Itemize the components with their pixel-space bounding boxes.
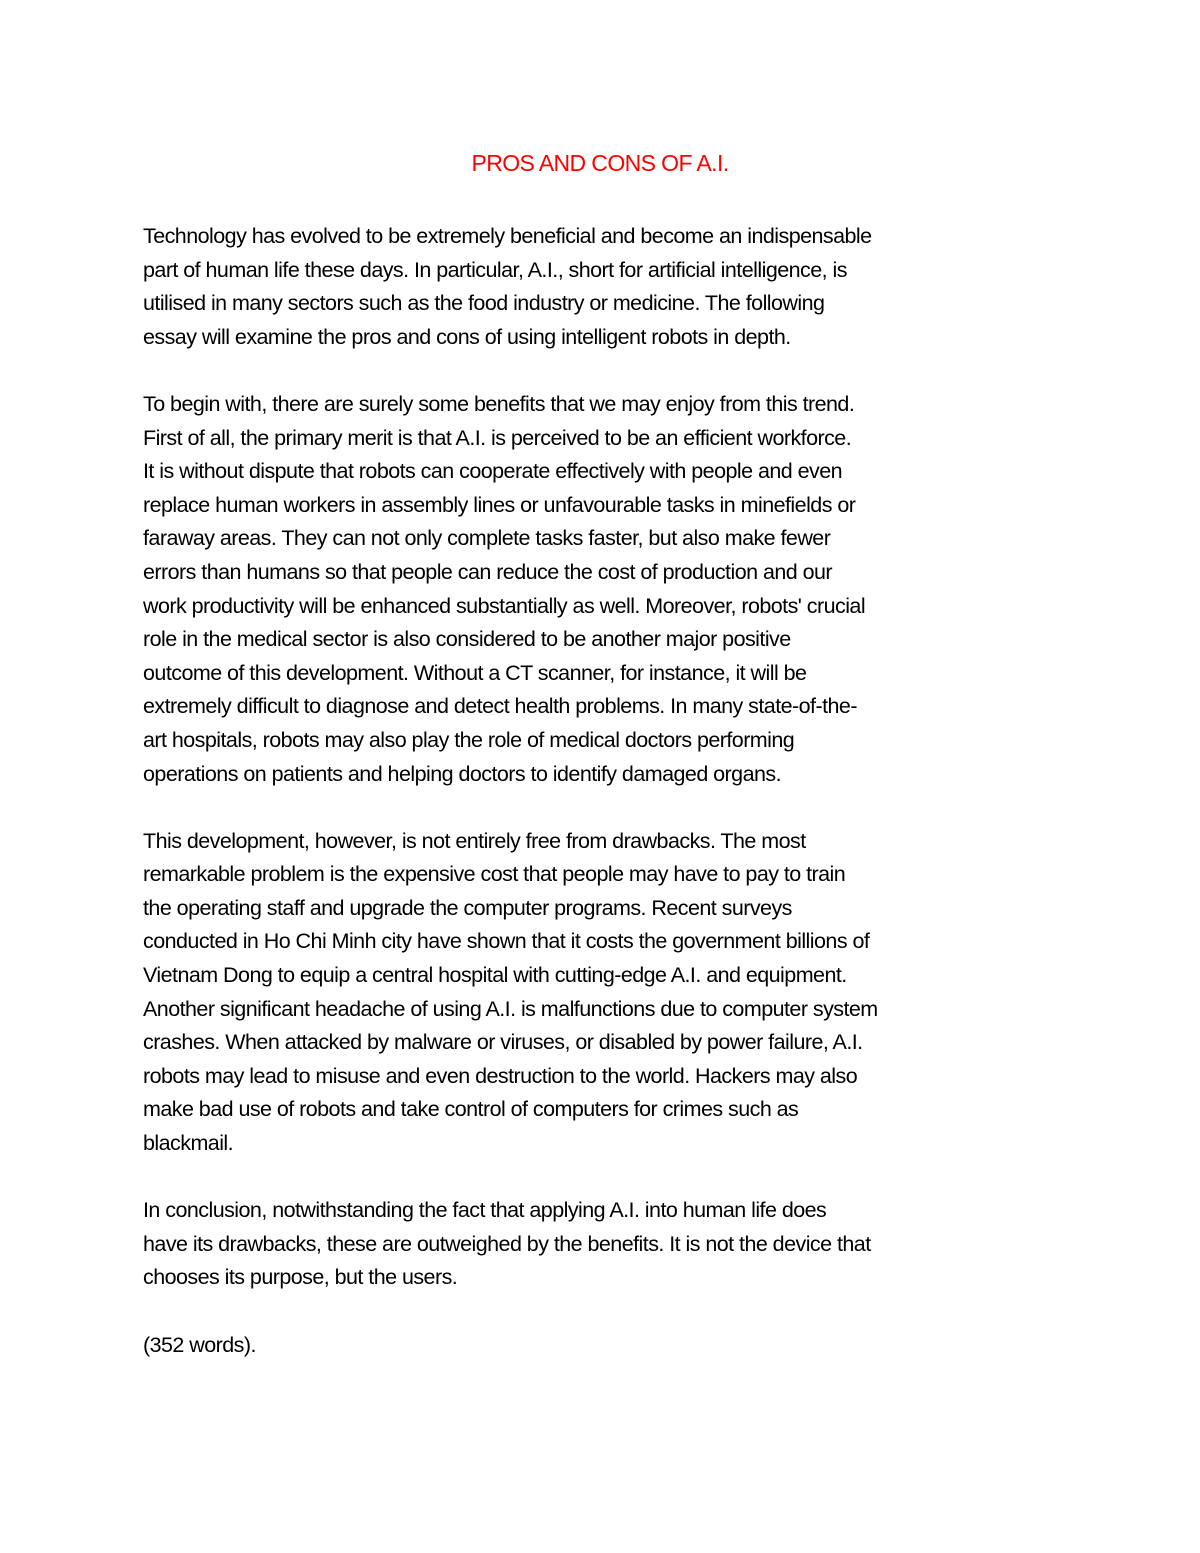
text-line: Technology has evolved to be extremely beneficial and become an indispensable (143, 224, 872, 248)
text-line: This development, however, is not entirely free from drawbacks. The most (143, 828, 806, 853)
paragraph-drawbacks (143, 825, 1083, 1161)
text-line: work productivity will be enhanced substantially as well. Moreover, robots' crucial (143, 593, 866, 618)
text-line: errors than humans so that people can reduce the cost of production and our (143, 559, 833, 584)
word-count (143, 1329, 1083, 1363)
text-line: Another significant headache of using A.I. is malfunctions due to computer system (143, 996, 878, 1021)
text-line: First of all, the primary merit is that A.I. is perceived to be an efficient workforce. (143, 425, 852, 450)
text-line: outcome of this development. Without a CT scanner, for instance, it will be (143, 660, 807, 685)
paragraph-benefits (143, 388, 1083, 791)
text-line: It is without dispute that robots can cooperate effectively with people and even (143, 459, 843, 484)
text-line: make bad use of robots and take control of computers for crimes such as (143, 1097, 799, 1122)
text-line: role in the medical sector is also considered to be another major positive (143, 627, 791, 652)
text-line: chooses its purpose, but the users. (143, 1265, 458, 1290)
text-line: part of human life these days. In particular, A.I., short for artificial intelligence, is (143, 257, 847, 282)
text-line: the operating staff and upgrade the computer programs. Recent surveys (143, 895, 792, 920)
text-line: Vietnam Dong to equip a central hospital with cutting-edge A.I. and equipment. (143, 963, 847, 988)
text-line: replace human workers in assembly lines or unfavourable tasks in minefields or (143, 492, 856, 517)
text-line: art hospitals, robots may also play the role of medical doctors performing (143, 727, 795, 752)
text-line: extremely difficult to diagnose and detect health problems. In many state-of-the- (143, 694, 857, 719)
text-line: operations on patients and helping doctors to identify damaged organs. (143, 761, 782, 786)
text-line: have its drawbacks, these are outweighed by the benefits. It is not the device that (143, 1231, 871, 1256)
text-line: essay will examine the pros and cons of using intelligent robots in depth. (143, 324, 791, 349)
paragraph-conclusion (143, 1194, 1083, 1295)
document-title: PROS AND CONS OF A.I. (471, 150, 729, 176)
text-line: faraway areas. They can not only complete tasks faster, but also make fewer (143, 526, 831, 551)
paragraph-introduction (143, 220, 1083, 354)
text-line: In conclusion, notwithstanding the fact that applying A.I. into human life does (143, 1198, 827, 1223)
text-line: (352 words). (143, 1332, 256, 1357)
text-line: blackmail. (143, 1131, 234, 1156)
text-line: remarkable problem is the expensive cost that people may have to pay to train (143, 862, 846, 887)
text-line: robots may lead to misuse and even destruction to the world. Hackers may also (143, 1063, 858, 1088)
text-line: crashes. When attacked by malware or viruses, or disabled by power failure, A.I. (143, 1030, 863, 1055)
text-line: conducted in Ho Chi Minh city have shown that it costs the government billions of (143, 929, 870, 954)
text-line: utilised in many sectors such as the food industry or medicine. The following (143, 291, 825, 316)
document-body (143, 220, 1083, 1396)
text-line: To begin with, there are surely some benefits that we may enjoy from this trend. (143, 391, 855, 416)
